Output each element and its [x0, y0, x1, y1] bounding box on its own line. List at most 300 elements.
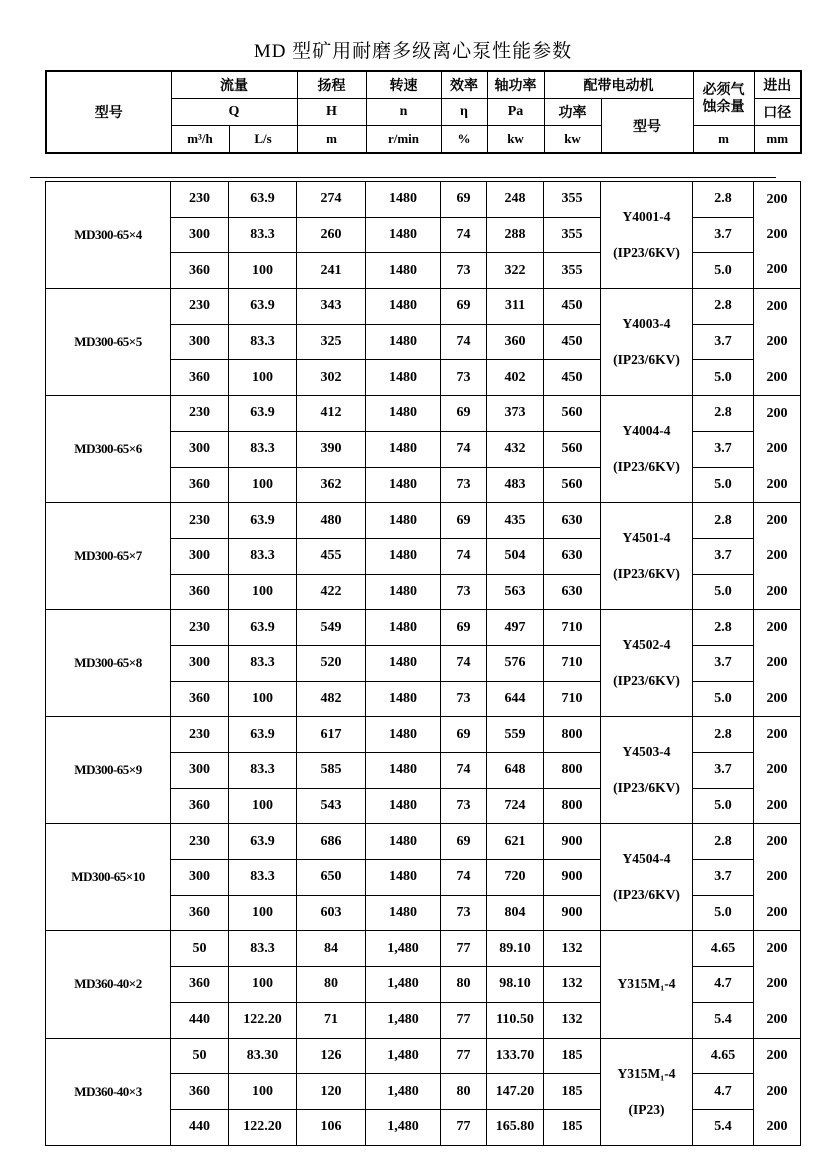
motor-model-line: Y4504-4 — [622, 851, 671, 867]
motor-model-cell — [601, 503, 693, 610]
cell-motor-power-kw: 710 — [544, 610, 601, 646]
header-unit-mm: mm — [754, 126, 801, 154]
cell-head-m: 325 — [297, 324, 366, 360]
cell-motor-power-kw: 450 — [544, 360, 601, 396]
cell-eff-pct: 77 — [441, 1109, 487, 1145]
cell-shaft-power-kw: 559 — [487, 717, 544, 753]
cell-shaft-power-kw: 648 — [487, 753, 544, 789]
cell-npsh-m: 5.0 — [693, 253, 754, 289]
cell-motor-power-kw: 800 — [544, 717, 601, 753]
cell-eff-pct: 69 — [441, 824, 487, 860]
motor-model-line: (IP23/6KV) — [613, 780, 680, 796]
cell-speed-rmin: 1480 — [366, 681, 441, 717]
cell-speed-rmin: 1480 — [366, 538, 441, 574]
cell-speed-rmin: 1480 — [366, 860, 441, 896]
cell-motor-power-kw: 450 — [544, 289, 601, 325]
cell-motor-power-kw: 185 — [544, 1074, 601, 1110]
cell-flow-m3h: 230 — [171, 717, 229, 753]
cell-npsh-m: 2.8 — [693, 396, 754, 432]
cell-flow-ls: 83.3 — [229, 217, 297, 253]
cell-dia-mm: 200 — [754, 931, 801, 967]
cell-npsh-m: 3.7 — [693, 753, 754, 789]
cell-motor-power-kw: 185 — [544, 1109, 601, 1145]
cell-eff-pct: 77 — [441, 931, 487, 967]
cell-flow-m3h: 360 — [171, 967, 229, 1003]
motor-model-cell — [601, 396, 693, 503]
cell-motor-power-kw: 900 — [544, 860, 601, 896]
header-unit-percent: % — [441, 126, 487, 154]
cell-npsh-m: 3.7 — [693, 324, 754, 360]
cell-dia-mm: 200 — [754, 253, 801, 289]
cell-eff-pct: 73 — [441, 895, 487, 931]
motor-model-line: Y315M₁-4 — [617, 1065, 676, 1081]
cell-npsh-m: 5.0 — [693, 788, 754, 824]
cell-flow-ls: 63.9 — [229, 717, 297, 753]
motor-model-line: (IP23/6KV) — [613, 459, 680, 475]
pump-model-cell: MD300-65×9 — [46, 717, 171, 824]
motor-model-cell — [601, 610, 693, 717]
cell-head-m: 260 — [297, 217, 366, 253]
cell-motor-power-kw: 355 — [544, 182, 601, 218]
cell-flow-m3h: 360 — [171, 253, 229, 289]
motor-model-line: Y4503-4 — [622, 744, 671, 760]
header-pump-model: 型号 — [46, 71, 171, 153]
header-head: 扬程 — [297, 71, 366, 99]
cell-flow-m3h: 300 — [171, 860, 229, 896]
cell-flow-m3h: 360 — [171, 895, 229, 931]
cell-flow-m3h: 360 — [171, 788, 229, 824]
cell-flow-ls: 100 — [229, 895, 297, 931]
cell-motor-power-kw: 710 — [544, 645, 601, 681]
motor-model-line: (IP23/6KV) — [613, 245, 680, 261]
cell-motor-power-kw: 355 — [544, 217, 601, 253]
header-diameter-line2: 口径 — [754, 99, 801, 126]
cell-npsh-m: 4.65 — [693, 1038, 754, 1074]
cell-speed-rmin: 1480 — [366, 467, 441, 503]
cell-shaft-power-kw: 402 — [487, 360, 544, 396]
cell-npsh-m: 5.4 — [693, 1002, 754, 1038]
header-unit-m3h: m³/h — [171, 126, 229, 154]
header-unit-rmin: r/min — [366, 126, 441, 154]
cell-eff-pct: 74 — [441, 645, 487, 681]
cell-eff-pct: 74 — [441, 431, 487, 467]
cell-flow-ls: 122.20 — [229, 1109, 297, 1145]
cell-head-m: 585 — [297, 753, 366, 789]
cell-shaft-power-kw: 165.80 — [487, 1109, 544, 1145]
cell-npsh-m: 5.0 — [693, 360, 754, 396]
cell-flow-m3h: 300 — [171, 753, 229, 789]
cell-eff-pct: 73 — [441, 467, 487, 503]
cell-flow-m3h: 360 — [171, 681, 229, 717]
cell-npsh-m: 5.0 — [693, 574, 754, 610]
cell-head-m: 106 — [297, 1109, 366, 1145]
cell-speed-rmin: 1480 — [366, 824, 441, 860]
cell-flow-ls: 100 — [229, 967, 297, 1003]
cell-speed-rmin: 1480 — [366, 324, 441, 360]
cell-dia-mm: 200 — [754, 182, 801, 218]
pump-model-cell: MD360-40×2 — [46, 931, 171, 1038]
motor-model-line: (IP23/6KV) — [613, 887, 680, 903]
performance-data-table — [45, 181, 801, 1146]
cell-head-m: 71 — [297, 1002, 366, 1038]
header-speed: 转速 — [366, 71, 441, 99]
header-motor-power: 功率 — [544, 99, 601, 126]
cell-motor-power-kw: 132 — [544, 967, 601, 1003]
cell-shaft-power-kw: 98.10 — [487, 967, 544, 1003]
cell-dia-mm: 200 — [754, 788, 801, 824]
cell-flow-ls: 83.3 — [229, 931, 297, 967]
cell-eff-pct: 69 — [441, 182, 487, 218]
cell-flow-ls: 63.9 — [229, 289, 297, 325]
table-row — [46, 1038, 801, 1074]
cell-shaft-power-kw: 432 — [487, 431, 544, 467]
cell-flow-ls: 63.9 — [229, 503, 297, 539]
cell-head-m: 650 — [297, 860, 366, 896]
cell-speed-rmin: 1480 — [366, 396, 441, 432]
cell-dia-mm: 200 — [754, 1074, 801, 1110]
cell-head-m: 120 — [297, 1074, 366, 1110]
header-table — [45, 70, 802, 154]
cell-shaft-power-kw: 804 — [487, 895, 544, 931]
cell-eff-pct: 69 — [441, 396, 487, 432]
cell-motor-power-kw: 630 — [544, 538, 601, 574]
header-efficiency: 效率 — [441, 71, 487, 99]
cell-head-m: 482 — [297, 681, 366, 717]
table-row — [46, 503, 801, 539]
cell-shaft-power-kw: 483 — [487, 467, 544, 503]
cell-motor-power-kw: 710 — [544, 681, 601, 717]
cell-flow-m3h: 440 — [171, 1002, 229, 1038]
cell-dia-mm: 200 — [754, 360, 801, 396]
cell-speed-rmin: 1,480 — [366, 1038, 441, 1074]
header-pa-symbol: Pa — [487, 99, 544, 126]
cell-speed-rmin: 1480 — [366, 431, 441, 467]
cell-eff-pct: 74 — [441, 753, 487, 789]
cell-head-m: 362 — [297, 467, 366, 503]
header-shaft-power: 轴功率 — [487, 71, 544, 99]
cell-head-m: 241 — [297, 253, 366, 289]
motor-model-cell — [601, 717, 693, 824]
cell-dia-mm: 200 — [754, 538, 801, 574]
header-unit-ls: L/s — [229, 126, 297, 154]
header-npsh-line2: 蚀余量 — [702, 99, 745, 115]
cell-flow-m3h: 230 — [171, 824, 229, 860]
header-npsh-line1: 必须气 — [702, 82, 745, 98]
cell-motor-power-kw: 450 — [544, 324, 601, 360]
cell-head-m: 422 — [297, 574, 366, 610]
cell-npsh-m: 2.8 — [693, 824, 754, 860]
motor-model-cell — [601, 824, 693, 931]
cell-shaft-power-kw: 504 — [487, 538, 544, 574]
cell-speed-rmin: 1480 — [366, 753, 441, 789]
cell-flow-ls: 83.3 — [229, 645, 297, 681]
pump-model-cell: MD300-65×4 — [46, 182, 171, 289]
cell-dia-mm: 200 — [754, 967, 801, 1003]
table-row — [46, 931, 801, 967]
header-npsh — [693, 71, 754, 126]
cell-dia-mm: 200 — [754, 895, 801, 931]
cell-flow-ls: 83.3 — [229, 860, 297, 896]
pump-model-cell: MD300-65×6 — [46, 396, 171, 503]
cell-eff-pct: 74 — [441, 217, 487, 253]
cell-dia-mm: 200 — [754, 1109, 801, 1145]
cell-npsh-m: 3.7 — [693, 645, 754, 681]
cell-speed-rmin: 1480 — [366, 253, 441, 289]
cell-npsh-m: 3.7 — [693, 538, 754, 574]
header-n-symbol: n — [366, 99, 441, 126]
cell-head-m: 603 — [297, 895, 366, 931]
cell-flow-ls: 83.3 — [229, 431, 297, 467]
cell-head-m: 520 — [297, 645, 366, 681]
cell-eff-pct: 73 — [441, 788, 487, 824]
cell-flow-ls: 100 — [229, 467, 297, 503]
cell-head-m: 412 — [297, 396, 366, 432]
cell-speed-rmin: 1,480 — [366, 1109, 441, 1145]
cell-shaft-power-kw: 621 — [487, 824, 544, 860]
table-row — [46, 396, 801, 432]
cell-flow-ls: 100 — [229, 360, 297, 396]
cell-dia-mm: 200 — [754, 289, 801, 325]
cell-flow-m3h: 440 — [171, 1109, 229, 1145]
cell-flow-ls: 100 — [229, 788, 297, 824]
cell-shaft-power-kw: 720 — [487, 860, 544, 896]
cell-flow-m3h: 360 — [171, 1074, 229, 1110]
cell-npsh-m: 3.7 — [693, 217, 754, 253]
cell-eff-pct: 73 — [441, 574, 487, 610]
cell-flow-m3h: 300 — [171, 324, 229, 360]
cell-speed-rmin: 1480 — [366, 503, 441, 539]
cell-npsh-m: 4.7 — [693, 967, 754, 1003]
cell-speed-rmin: 1480 — [366, 717, 441, 753]
cell-flow-m3h: 230 — [171, 182, 229, 218]
cell-flow-ls: 63.9 — [229, 396, 297, 432]
cell-shaft-power-kw: 644 — [487, 681, 544, 717]
cell-motor-power-kw: 132 — [544, 931, 601, 967]
cell-dia-mm: 200 — [754, 1002, 801, 1038]
cell-dia-mm: 200 — [754, 610, 801, 646]
cell-head-m: 126 — [297, 1038, 366, 1074]
cell-head-m: 686 — [297, 824, 366, 860]
cell-motor-power-kw: 800 — [544, 788, 601, 824]
cell-shaft-power-kw: 110.50 — [487, 1002, 544, 1038]
table-row — [46, 182, 801, 218]
cell-dia-mm: 200 — [754, 681, 801, 717]
cell-motor-power-kw: 630 — [544, 574, 601, 610]
cell-eff-pct: 80 — [441, 967, 487, 1003]
cell-shaft-power-kw: 576 — [487, 645, 544, 681]
cell-flow-m3h: 230 — [171, 503, 229, 539]
cell-flow-m3h: 50 — [171, 931, 229, 967]
cell-flow-m3h: 300 — [171, 431, 229, 467]
cell-motor-power-kw: 900 — [544, 824, 601, 860]
cell-motor-power-kw: 560 — [544, 467, 601, 503]
cell-flow-ls: 83.3 — [229, 753, 297, 789]
cell-shaft-power-kw: 373 — [487, 396, 544, 432]
cell-shaft-power-kw: 89.10 — [487, 931, 544, 967]
cell-flow-m3h: 360 — [171, 360, 229, 396]
cell-speed-rmin: 1480 — [366, 574, 441, 610]
cell-flow-m3h: 230 — [171, 396, 229, 432]
cell-speed-rmin: 1480 — [366, 217, 441, 253]
header-diameter-line1: 进出 — [754, 71, 801, 99]
pump-model-cell: MD300-65×10 — [46, 824, 171, 931]
cell-speed-rmin: 1,480 — [366, 1074, 441, 1110]
cell-npsh-m: 4.65 — [693, 931, 754, 967]
motor-model-cell — [601, 931, 693, 1038]
cell-motor-power-kw: 355 — [544, 253, 601, 289]
cell-flow-m3h: 360 — [171, 467, 229, 503]
cell-npsh-m: 5.4 — [693, 1109, 754, 1145]
cell-shaft-power-kw: 133.70 — [487, 1038, 544, 1074]
cell-eff-pct: 69 — [441, 289, 487, 325]
pump-model-cell: MD360-40×3 — [46, 1038, 171, 1145]
cell-dia-mm: 200 — [754, 431, 801, 467]
motor-model-line: Y4001-4 — [622, 209, 671, 225]
cell-dia-mm: 200 — [754, 467, 801, 503]
motor-model-line: Y315M₁-4 — [617, 976, 676, 992]
cell-flow-ls: 63.9 — [229, 610, 297, 646]
cell-shaft-power-kw: 435 — [487, 503, 544, 539]
cell-eff-pct: 73 — [441, 681, 487, 717]
motor-model-line: (IP23) — [628, 1101, 665, 1117]
motor-model-line: (IP23/6KV) — [613, 566, 680, 582]
cell-head-m: 549 — [297, 610, 366, 646]
cell-head-m: 617 — [297, 717, 366, 753]
cell-dia-mm: 200 — [754, 753, 801, 789]
cell-motor-power-kw: 560 — [544, 431, 601, 467]
cell-eff-pct: 77 — [441, 1002, 487, 1038]
pump-model-cell: MD300-65×7 — [46, 503, 171, 610]
cell-flow-ls: 63.9 — [229, 824, 297, 860]
cell-speed-rmin: 1480 — [366, 289, 441, 325]
cell-npsh-m: 3.7 — [693, 860, 754, 896]
header-unit-kw-shaft: kw — [487, 126, 544, 154]
cell-speed-rmin: 1,480 — [366, 931, 441, 967]
cell-speed-rmin: 1480 — [366, 895, 441, 931]
cell-head-m: 302 — [297, 360, 366, 396]
cell-npsh-m: 5.0 — [693, 467, 754, 503]
cell-head-m: 480 — [297, 503, 366, 539]
cell-flow-ls: 100 — [229, 574, 297, 610]
cell-npsh-m: 5.0 — [693, 895, 754, 931]
cell-motor-power-kw: 900 — [544, 895, 601, 931]
cell-head-m: 274 — [297, 182, 366, 218]
cell-speed-rmin: 1480 — [366, 182, 441, 218]
header-motor-model: 型号 — [601, 99, 693, 154]
motor-model-line: (IP23/6KV) — [613, 673, 680, 689]
cell-eff-pct: 73 — [441, 253, 487, 289]
cell-motor-power-kw: 185 — [544, 1038, 601, 1074]
cell-dia-mm: 200 — [754, 503, 801, 539]
cell-head-m: 343 — [297, 289, 366, 325]
motor-model-cell — [601, 289, 693, 396]
cell-flow-ls: 100 — [229, 253, 297, 289]
cell-shaft-power-kw: 563 — [487, 574, 544, 610]
pump-model-cell: MD300-65×8 — [46, 610, 171, 717]
cell-shaft-power-kw: 322 — [487, 253, 544, 289]
motor-model-line: (IP23/6KV) — [613, 352, 680, 368]
cell-motor-power-kw: 560 — [544, 396, 601, 432]
cell-npsh-m: 4.7 — [693, 1074, 754, 1110]
cell-shaft-power-kw: 311 — [487, 289, 544, 325]
cell-shaft-power-kw: 724 — [487, 788, 544, 824]
cell-head-m: 84 — [297, 931, 366, 967]
cell-shaft-power-kw: 147.20 — [487, 1074, 544, 1110]
cell-flow-ls: 100 — [229, 681, 297, 717]
table-row — [46, 289, 801, 325]
header-motor: 配带电动机 — [544, 71, 693, 99]
cell-dia-mm: 200 — [754, 324, 801, 360]
cell-dia-mm: 200 — [754, 396, 801, 432]
cell-speed-rmin: 1480 — [366, 610, 441, 646]
cell-flow-m3h: 360 — [171, 574, 229, 610]
cell-motor-power-kw: 800 — [544, 753, 601, 789]
motor-model-cell — [601, 182, 693, 289]
cell-dia-mm: 200 — [754, 217, 801, 253]
cell-flow-ls: 122.20 — [229, 1002, 297, 1038]
cell-flow-m3h: 300 — [171, 645, 229, 681]
top-rule-line — [30, 177, 776, 178]
cell-speed-rmin: 1,480 — [366, 1002, 441, 1038]
cell-flow-m3h: 300 — [171, 538, 229, 574]
header-flow: 流量 — [171, 71, 297, 99]
cell-speed-rmin: 1480 — [366, 360, 441, 396]
motor-model-line: Y4502-4 — [622, 637, 671, 653]
cell-motor-power-kw: 630 — [544, 503, 601, 539]
header-h-symbol: H — [297, 99, 366, 126]
header-unit-npsh-m: m — [693, 126, 754, 154]
cell-eff-pct: 74 — [441, 538, 487, 574]
cell-dia-mm: 200 — [754, 860, 801, 896]
cell-flow-ls: 83.30 — [229, 1038, 297, 1074]
cell-eff-pct: 80 — [441, 1074, 487, 1110]
cell-eff-pct: 69 — [441, 503, 487, 539]
cell-flow-ls: 83.3 — [229, 324, 297, 360]
cell-head-m: 390 — [297, 431, 366, 467]
cell-eff-pct: 69 — [441, 610, 487, 646]
cell-npsh-m: 2.8 — [693, 717, 754, 753]
cell-npsh-m: 2.8 — [693, 610, 754, 646]
cell-flow-ls: 100 — [229, 1074, 297, 1110]
cell-speed-rmin: 1480 — [366, 645, 441, 681]
motor-model-line: Y4003-4 — [622, 316, 671, 332]
motor-model-cell — [601, 1038, 693, 1145]
cell-npsh-m: 2.8 — [693, 289, 754, 325]
cell-dia-mm: 200 — [754, 824, 801, 860]
cell-npsh-m: 2.8 — [693, 503, 754, 539]
cell-flow-m3h: 300 — [171, 217, 229, 253]
cell-motor-power-kw: 132 — [544, 1002, 601, 1038]
cell-shaft-power-kw: 360 — [487, 324, 544, 360]
header-q-symbol: Q — [171, 99, 297, 126]
cell-flow-m3h: 230 — [171, 610, 229, 646]
cell-eff-pct: 74 — [441, 860, 487, 896]
cell-eff-pct: 69 — [441, 717, 487, 753]
page-title: MD 型矿用耐磨多级离心泵性能参数 — [253, 41, 573, 62]
header-unit-kw-motor: kw — [544, 126, 601, 154]
cell-flow-m3h: 50 — [171, 1038, 229, 1074]
cell-head-m: 455 — [297, 538, 366, 574]
header-eta-symbol: η — [441, 99, 487, 126]
cell-flow-ls: 63.9 — [229, 182, 297, 218]
cell-eff-pct: 74 — [441, 324, 487, 360]
table-row — [46, 610, 801, 646]
table-row — [46, 824, 801, 860]
cell-speed-rmin: 1,480 — [366, 967, 441, 1003]
header-unit-m: m — [297, 126, 366, 154]
cell-flow-m3h: 230 — [171, 289, 229, 325]
cell-shaft-power-kw: 288 — [487, 217, 544, 253]
